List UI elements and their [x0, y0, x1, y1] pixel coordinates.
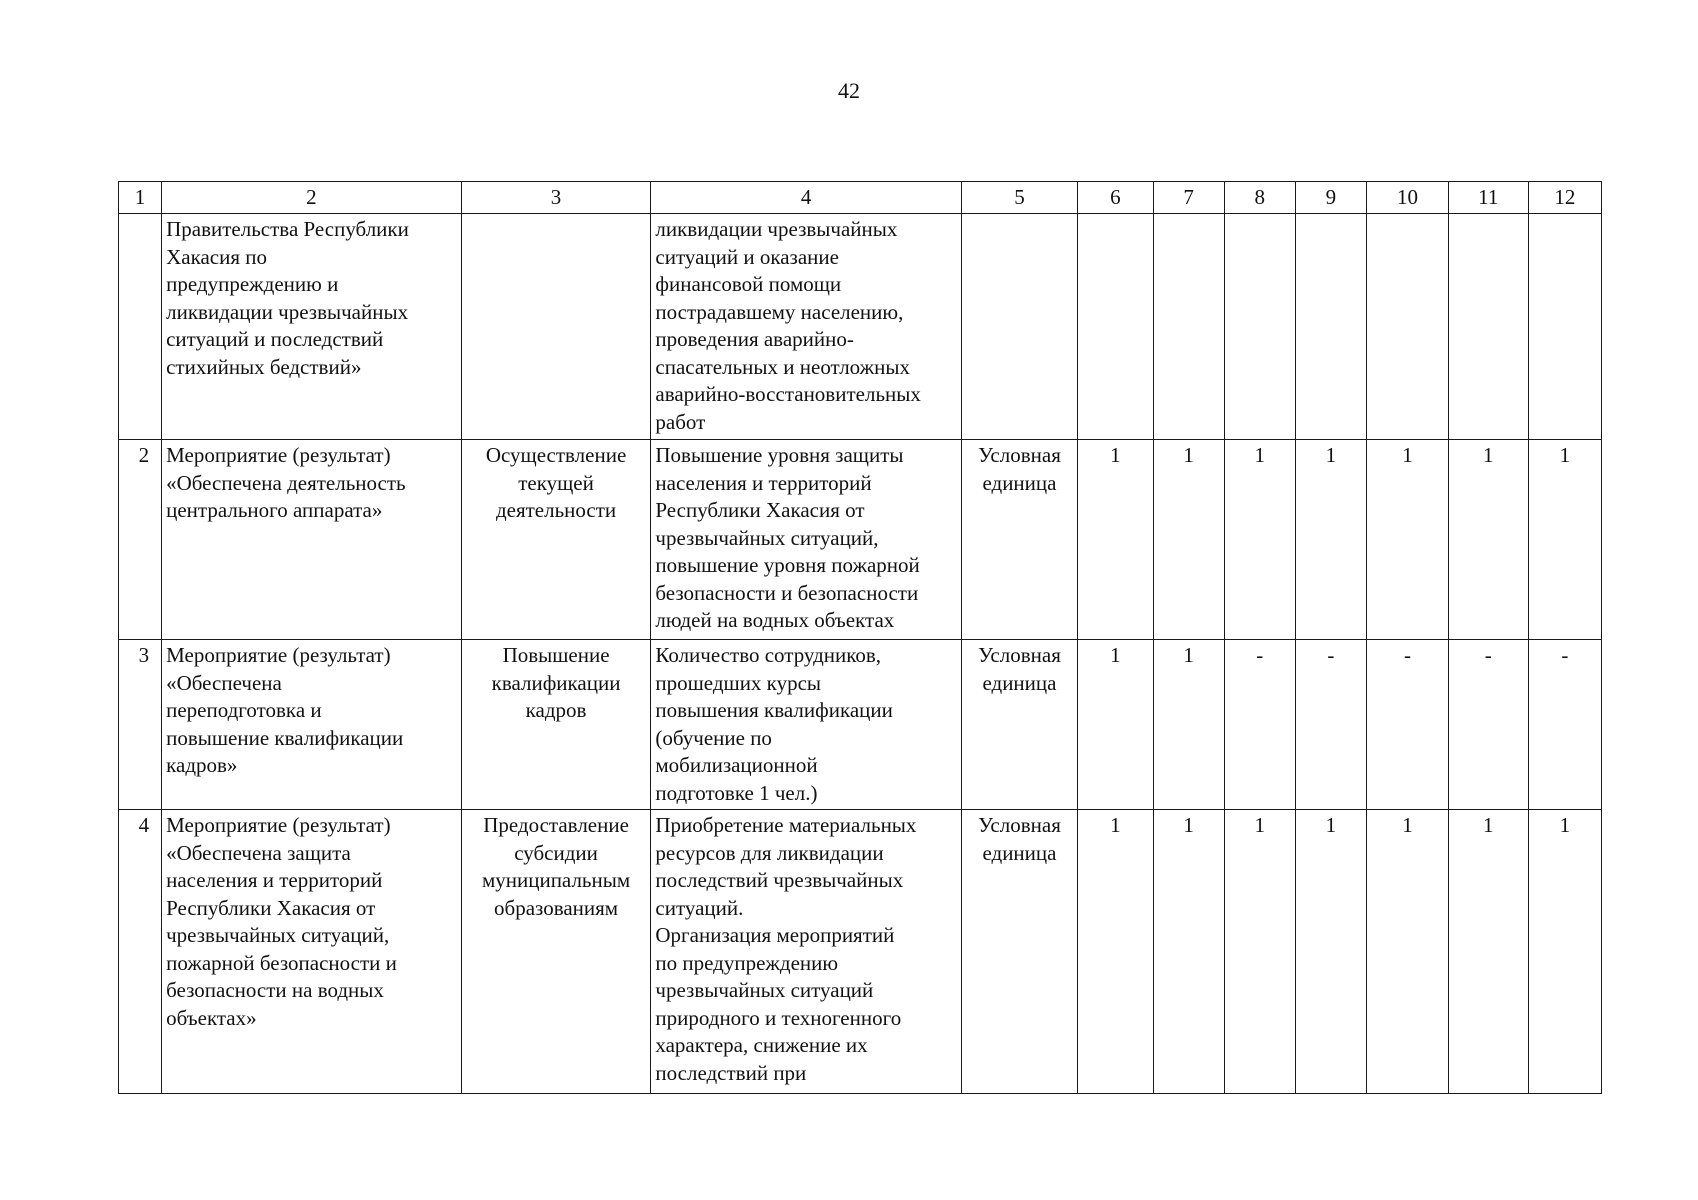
- column-header: 10: [1366, 182, 1448, 214]
- value-cell: -: [1528, 640, 1601, 810]
- unit-cell: Условная единица: [961, 440, 1077, 640]
- row-number-cell: 2: [119, 440, 162, 640]
- measure-name-cell: Мероприятие (результат) «Обеспечена деятельность центрального аппарата»: [162, 440, 462, 640]
- measure-type-cell: Осуществление текущей деятельности: [461, 440, 651, 640]
- column-header: 1: [119, 182, 162, 214]
- column-header: 11: [1448, 182, 1528, 214]
- value-cell: 1: [1224, 440, 1295, 640]
- measure-type-cell: Предоставление субсидии муниципальным образованиям: [461, 810, 651, 1094]
- value-cell: 1: [1366, 440, 1448, 640]
- value-cell: 1: [1295, 810, 1366, 1094]
- value-cell: [1448, 214, 1528, 440]
- value-cell: 1: [1224, 810, 1295, 1094]
- value-cell: [1153, 214, 1224, 440]
- value-cell: 1: [1153, 810, 1224, 1094]
- column-header: 4: [651, 182, 961, 214]
- column-header: 5: [961, 182, 1077, 214]
- value-cell: 1: [1448, 440, 1528, 640]
- column-header: 7: [1153, 182, 1224, 214]
- measure-description-cell: Количество сотрудников, прошедших курсы повышения квалификации (обучение по мобилизационной подготовке 1 чел.): [651, 640, 961, 810]
- measures-table: [118, 181, 1602, 1094]
- value-cell: 1: [1153, 440, 1224, 640]
- unit-cell: Условная единица: [961, 810, 1077, 1094]
- table-row: [119, 640, 1602, 810]
- column-header: 6: [1078, 182, 1153, 214]
- table-row: [119, 214, 1602, 440]
- column-header: 3: [461, 182, 651, 214]
- measure-type-cell: Повышение квалификации кадров: [461, 640, 651, 810]
- value-cell: 1: [1528, 810, 1601, 1094]
- value-cell: 1: [1153, 640, 1224, 810]
- measure-type-cell: [461, 214, 651, 440]
- table-row: [119, 810, 1602, 1094]
- value-cell: 1: [1528, 440, 1601, 640]
- column-header: 8: [1224, 182, 1295, 214]
- value-cell: 1: [1295, 440, 1366, 640]
- measure-description-cell: Повышение уровня защиты населения и территорий Республики Хакасия от чрезвычайных ситуаций, повышение уровня пожарной безопасности и безопасности людей на водных объектах: [651, 440, 961, 640]
- unit-cell: Условная единица: [961, 640, 1077, 810]
- column-header: 12: [1528, 182, 1601, 214]
- value-cell: -: [1295, 640, 1366, 810]
- value-cell: [1224, 214, 1295, 440]
- value-cell: -: [1448, 640, 1528, 810]
- column-header: 9: [1295, 182, 1366, 214]
- measure-description-cell: ликвидации чрезвычайных ситуаций и оказание финансовой помощи пострадавшему населению, проведения аварийно- спасательных и неотложных аварийно-восстановительных работ: [651, 214, 961, 440]
- row-number-cell: [119, 214, 162, 440]
- column-header: 2: [162, 182, 462, 214]
- value-cell: [1528, 214, 1601, 440]
- value-cell: -: [1366, 640, 1448, 810]
- unit-cell: [961, 214, 1077, 440]
- value-cell: [1078, 214, 1153, 440]
- value-cell: 1: [1078, 810, 1153, 1094]
- table-row: [119, 440, 1602, 640]
- value-cell: 1: [1078, 640, 1153, 810]
- value-cell: 1: [1448, 810, 1528, 1094]
- measure-description-cell: Приобретение материальных ресурсов для ликвидации последствий чрезвычайных ситуаций. Организация мероприятий по предупреждению чрезвычайных ситуаций природного и техногенного характера, снижение их последствий при: [651, 810, 961, 1094]
- value-cell: 1: [1078, 440, 1153, 640]
- row-number-cell: 3: [119, 640, 162, 810]
- table-header-row: [119, 182, 1602, 214]
- value-cell: 1: [1366, 810, 1448, 1094]
- measure-name-cell: Мероприятие (результат) «Обеспечена защита населения и территорий Республики Хакасия от чрезвычайных ситуаций, пожарной безопасности и безопасности на водных объектах»: [162, 810, 462, 1094]
- measure-name-cell: Мероприятие (результат) «Обеспечена переподготовка и повышение квалификации кадров»: [162, 640, 462, 810]
- value-cell: -: [1224, 640, 1295, 810]
- row-number-cell: 4: [119, 810, 162, 1094]
- value-cell: [1295, 214, 1366, 440]
- measure-name-cell: Правительства Республики Хакасия по предупреждению и ликвидации чрезвычайных ситуаций и последствий стихийных бедствий»: [162, 214, 462, 440]
- value-cell: [1366, 214, 1448, 440]
- page-number: 42: [838, 78, 860, 103]
